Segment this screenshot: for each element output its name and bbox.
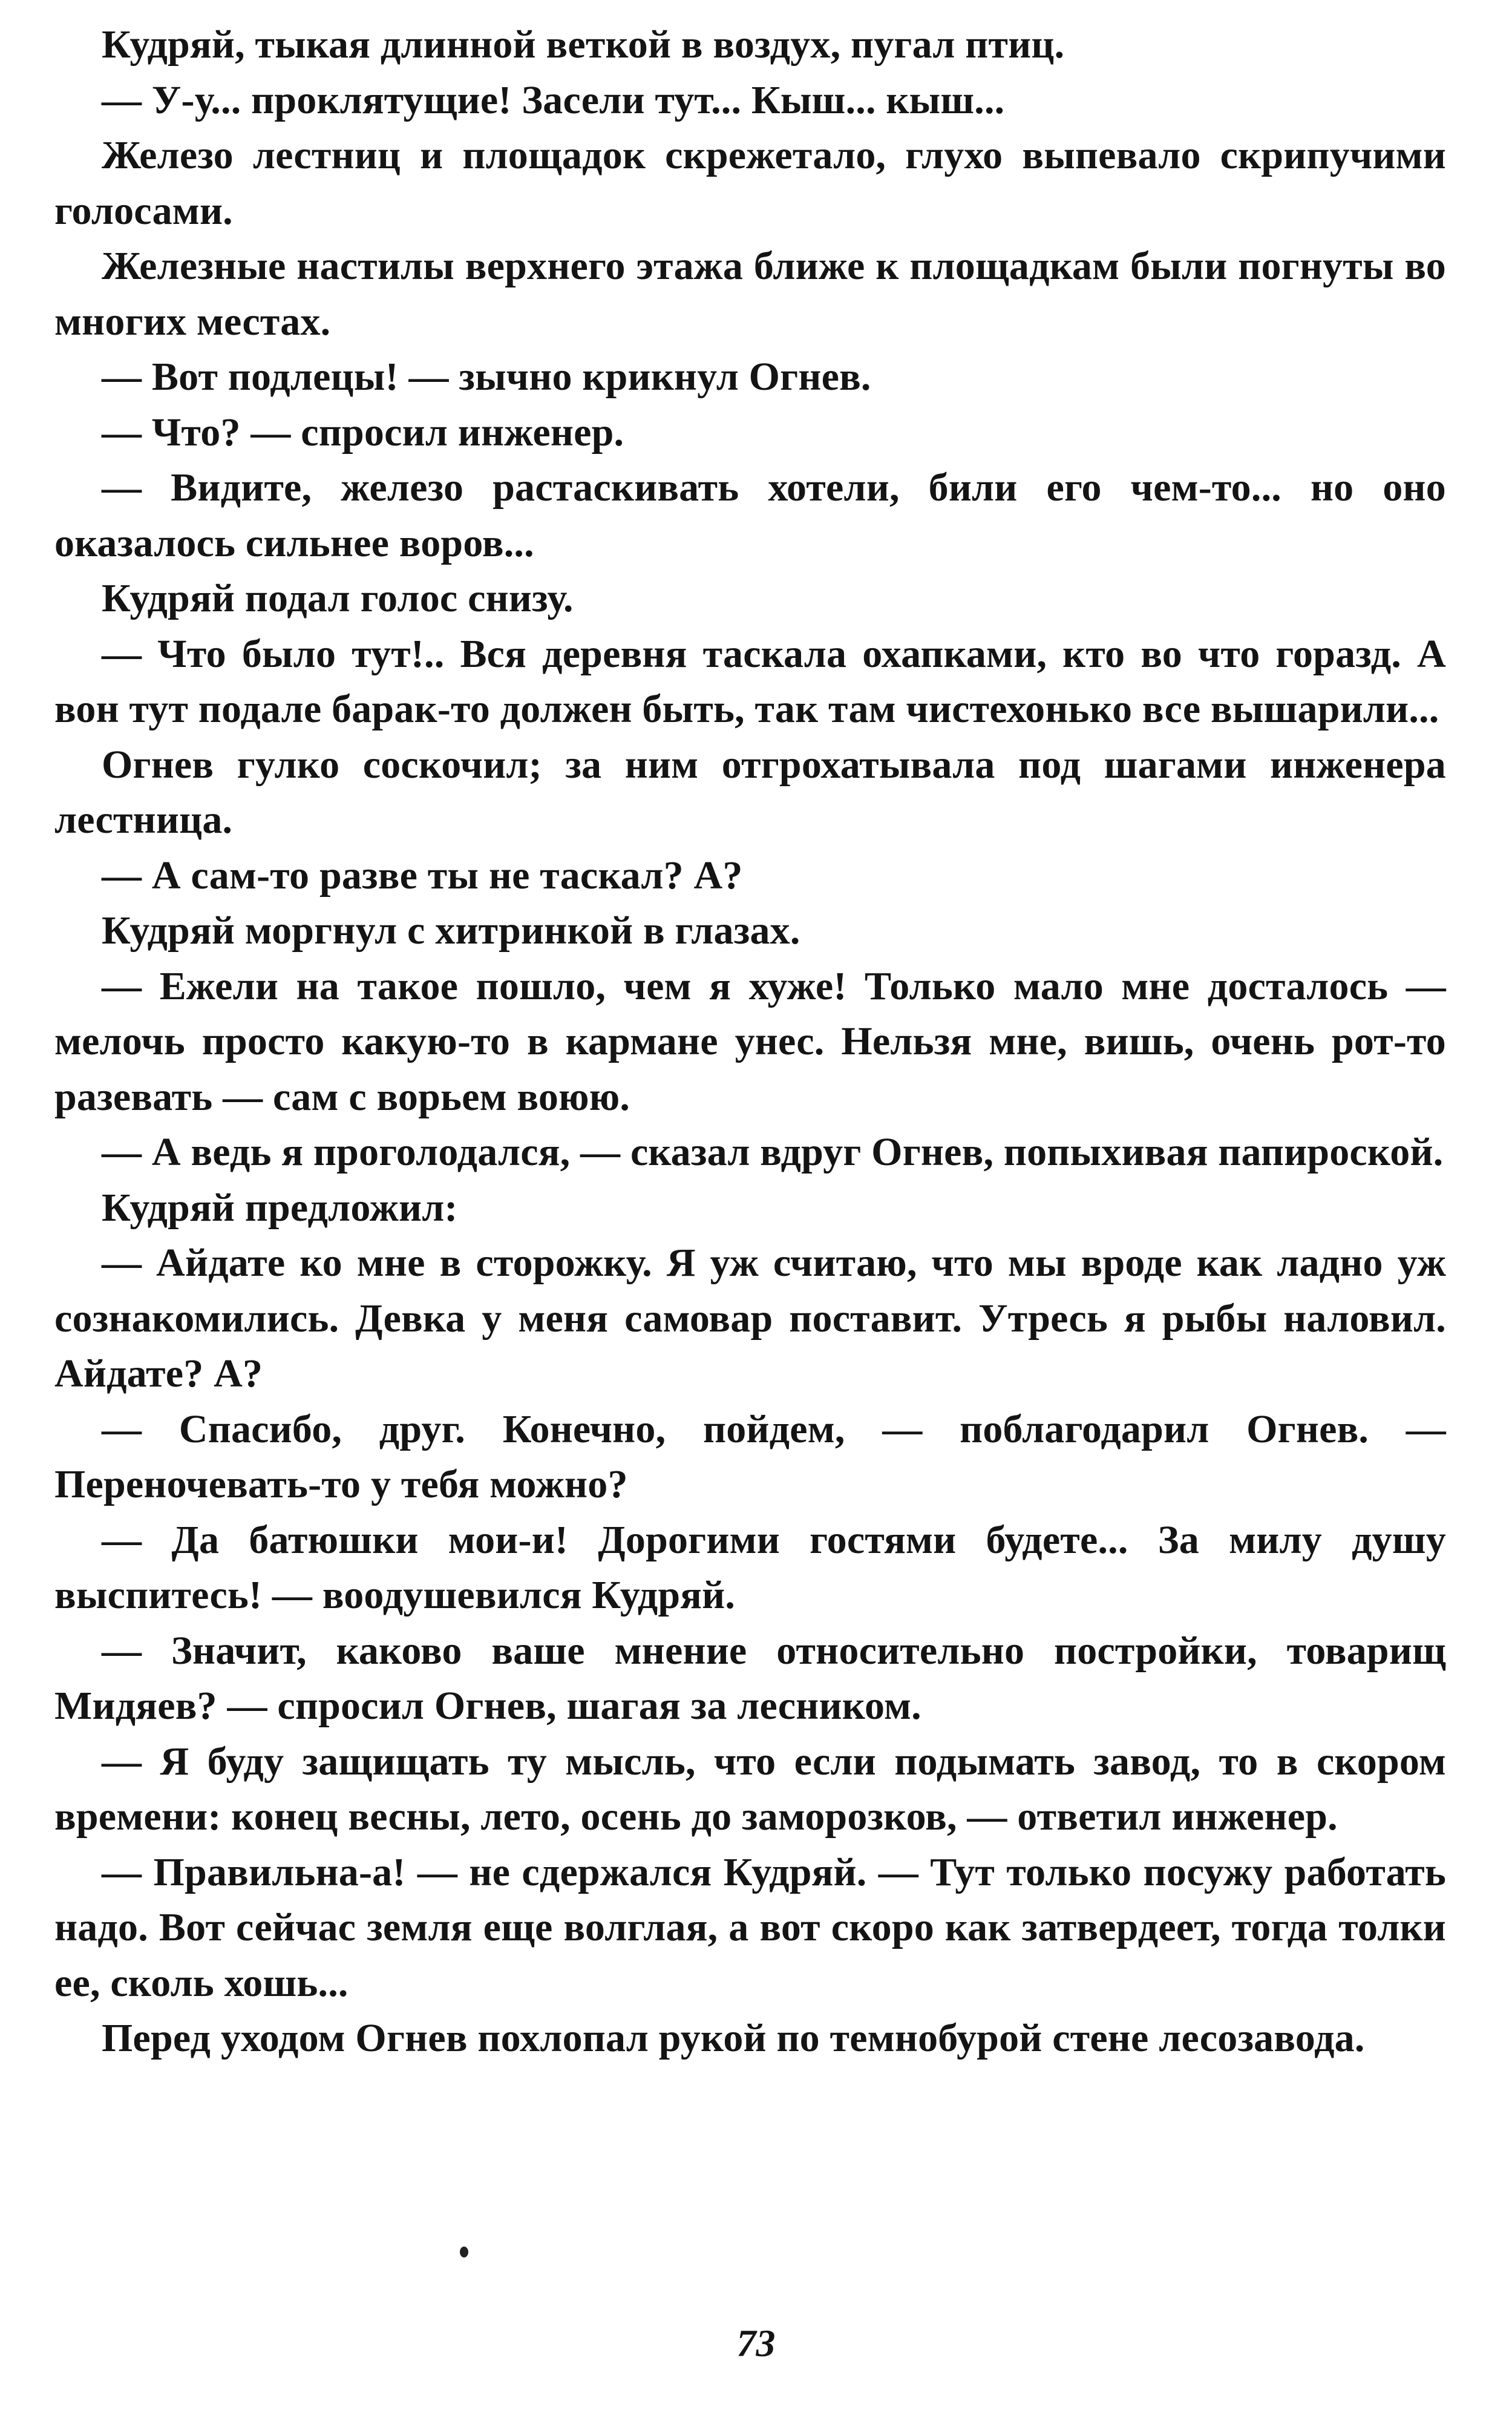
paragraph: Железные настилы верхнего этажа ближе к площадкам были погнуты во многих местах. xyxy=(54,244,1446,344)
paragraph: — Айдате ко мне в сторожку. Я уж считаю, что мы вроде как ладно уж сознакомились. Девка у меня самовар поставит. Утресь я рыбы наловил. Айдате? А? xyxy=(54,1241,1446,1396)
paragraph: — Да батюшки мои-и! Дорогими гостями будете... За милу душу выспитесь! — воодушевился Кудряй. xyxy=(54,1517,1446,1617)
paragraph: — Ежели на такое пошло, чем я хуже! Только мало мне досталось — мелочь просто какую-то в кармане унес. Нельзя мне, вишь, очень рот-то разевать — сам с ворьем воюю. xyxy=(54,964,1446,1119)
paragraph: Кудряй подал голос снизу. xyxy=(102,576,574,620)
ink-speck xyxy=(460,2247,468,2257)
paragraph: — Видите, железо растаскивать хотели, били его чем-то... но оно оказалось сильнее воров... xyxy=(54,465,1446,565)
paragraph: — Вот подлецы! — зычно крикнул Огнев. xyxy=(102,355,871,399)
paragraph: — Спасибо, друг. Конечно, пойдем, — поблагодарил Огнев. — Переночевать-то у тебя можно? xyxy=(54,1407,1446,1506)
paragraph: Железо лестниц и площадок скрежетало, глухо выпевало скрипучими голосами. xyxy=(54,133,1446,233)
paragraph: — Правильна-а! — не сдержался Кудряй. — Тут только посужу работать надо. Вот сейчас земля еще волглая, а вот скоро как затвердеет, тогда толки ее, сколь хошь... xyxy=(54,1850,1446,2005)
paragraph: — У-у... проклятущие! Засели тут... Кыш... кыш... xyxy=(102,77,1005,122)
body-text xyxy=(54,17,1446,2066)
paragraph: Перед уходом Огнев похлопал рукой по темнобурой стене лесозавода. xyxy=(102,2016,1365,2060)
paragraph: Кудряй моргнул с хитринкой в глазах. xyxy=(102,908,800,953)
paragraph: — Значит, каково ваше мнение относительно постройки, товарищ Мидяев? — спросил Огнев, шагая за лесником. xyxy=(54,1628,1446,1728)
paragraph: Кудряй предложил: xyxy=(102,1185,458,1230)
paragraph: — Что было тут!.. Вся деревня таскала охапками, кто во что горазд. А вон тут подале барак-то должен быть, так там чистехонько все вышарили... xyxy=(54,631,1446,731)
paragraph: — А сам-то разве ты не таскал? А? xyxy=(102,853,743,898)
paragraph: Огнев гулко соскочил; за ним отгрохатывала под шагами инженера лестница. xyxy=(54,742,1446,842)
paragraph: Кудряй, тыкая длинной веткой в воздух, пугал птиц. xyxy=(102,22,1065,67)
paragraph: — А ведь я проголодался, — сказал вдруг Огнев, попыхивая папироской. xyxy=(102,1130,1444,1174)
page-number: 73 xyxy=(736,2322,776,2365)
paragraph: — Я буду защищать ту мысль, что если подымать завод, то в скором времени: конец весны, лето, осень до заморозков, — ответил инженер. xyxy=(54,1739,1446,1839)
paragraph: — Что? — спросил инженер. xyxy=(102,410,624,455)
